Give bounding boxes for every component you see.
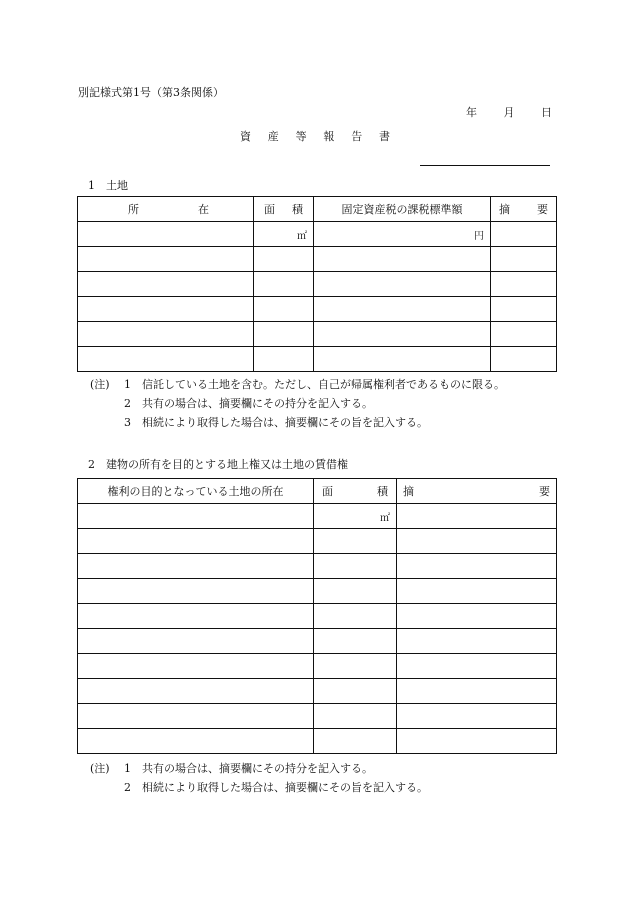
- table-row: [78, 247, 557, 272]
- table-row: [78, 504, 557, 529]
- cell-tax-base[interactable]: [314, 322, 491, 347]
- cell-location[interactable]: [78, 579, 314, 604]
- note-2: 2 共有の場合は、摘要欄にその持分を記入する。: [124, 397, 373, 410]
- cell-area[interactable]: [314, 704, 397, 729]
- cell-remarks[interactable]: [397, 654, 557, 679]
- cell-location[interactable]: [78, 222, 254, 247]
- cell-area[interactable]: [254, 347, 314, 372]
- table-row: [78, 729, 557, 754]
- cell-area[interactable]: [314, 604, 397, 629]
- cell-area[interactable]: [314, 679, 397, 704]
- cell-remarks[interactable]: [491, 297, 557, 322]
- section1-heading: 1 土地: [88, 179, 128, 192]
- note-1: (注) 1 信託している土地を含む。ただし、自己が帰属権利者であるものに限る。: [90, 378, 505, 391]
- table-row: [78, 554, 557, 579]
- cell-remarks[interactable]: [397, 554, 557, 579]
- cell-location[interactable]: [78, 322, 254, 347]
- table-header-row: [78, 479, 557, 504]
- cell-remarks[interactable]: [397, 729, 557, 754]
- table-row: [78, 704, 557, 729]
- table-header-row: [78, 197, 557, 222]
- header-area: 面 積: [254, 197, 314, 222]
- cell-area[interactable]: [314, 654, 397, 679]
- table-row: [78, 529, 557, 554]
- cell-area[interactable]: [314, 529, 397, 554]
- cell-tax-base[interactable]: [314, 272, 491, 297]
- cell-location[interactable]: [78, 247, 254, 272]
- cell-location[interactable]: [78, 604, 314, 629]
- cell-area[interactable]: [314, 729, 397, 754]
- title-char: 書: [378, 130, 390, 143]
- note-1: (注) 1 共有の場合は、摘要欄にその持分を記入する。: [90, 762, 373, 775]
- note-2: 2 相続により取得した場合は、摘要欄にその旨を記入する。: [124, 781, 428, 794]
- cell-remarks[interactable]: [397, 579, 557, 604]
- title-char: 資: [240, 130, 251, 143]
- cell-remarks[interactable]: [491, 272, 557, 297]
- cell-location[interactable]: [78, 297, 254, 322]
- cell-remarks[interactable]: [491, 347, 557, 372]
- cell-tax-base[interactable]: [314, 347, 491, 372]
- cell-remarks[interactable]: [397, 704, 557, 729]
- cell-remarks[interactable]: [491, 222, 557, 247]
- table-row: [78, 629, 557, 654]
- note-3: 3 相続により取得した場合は、摘要欄にその旨を記入する。: [124, 416, 428, 429]
- cell-location[interactable]: [78, 629, 314, 654]
- cell-area[interactable]: [254, 322, 314, 347]
- section2-heading: 2 建物の所有を目的とする地上権又は土地の賃借権: [88, 458, 348, 471]
- date-row: [466, 104, 552, 120]
- table-row: [78, 604, 557, 629]
- notes-label: (注): [90, 378, 110, 391]
- cell-remarks[interactable]: [397, 629, 557, 654]
- cell-tax-base[interactable]: [314, 247, 491, 272]
- cell-remarks[interactable]: [397, 529, 557, 554]
- cell-location[interactable]: [78, 729, 314, 754]
- cell-location[interactable]: [78, 554, 314, 579]
- day-label: 日: [541, 106, 552, 119]
- cell-location[interactable]: [78, 704, 314, 729]
- header-remarks: 摘 要: [397, 479, 557, 504]
- form-label: 別記様式第1号（第3条関係）: [78, 86, 224, 99]
- year-label: 年: [466, 106, 477, 119]
- title-char: 告: [351, 130, 363, 143]
- cell-location[interactable]: [78, 654, 314, 679]
- title-char: 等: [295, 130, 307, 143]
- table-row: [78, 579, 557, 604]
- table-row: [78, 222, 557, 247]
- cell-location[interactable]: [78, 504, 314, 529]
- month-label: 月: [503, 106, 515, 119]
- cell-area[interactable]: [254, 247, 314, 272]
- cell-location[interactable]: [78, 679, 314, 704]
- title-char: 産: [267, 130, 279, 143]
- cell-tax-base[interactable]: 円: [314, 222, 491, 247]
- land-table: [77, 196, 557, 372]
- cell-area[interactable]: ㎡: [254, 222, 314, 247]
- cell-area[interactable]: [314, 629, 397, 654]
- cell-remarks[interactable]: [491, 322, 557, 347]
- cell-area[interactable]: [254, 272, 314, 297]
- cell-remarks[interactable]: [397, 504, 557, 529]
- header-remarks: 摘 要: [491, 197, 557, 222]
- cell-location[interactable]: [78, 347, 254, 372]
- cell-remarks[interactable]: [491, 247, 557, 272]
- table-row: [78, 322, 557, 347]
- cell-area[interactable]: [314, 579, 397, 604]
- notes-label: (注): [90, 762, 110, 775]
- document-title: [240, 128, 390, 144]
- table-row: [78, 272, 557, 297]
- table-row: [78, 347, 557, 372]
- table-row: [78, 297, 557, 322]
- cell-area[interactable]: ㎡: [314, 504, 397, 529]
- cell-location[interactable]: [78, 529, 314, 554]
- header-location: 権利の目的となっている土地の所在: [78, 479, 314, 504]
- header-tax-base: 固定資産税の課税標準額: [314, 197, 491, 222]
- header-area: 面 積: [314, 479, 397, 504]
- title-char: 報: [323, 130, 335, 143]
- leasehold-table: [77, 478, 557, 754]
- cell-area[interactable]: [314, 554, 397, 579]
- cell-remarks[interactable]: [397, 679, 557, 704]
- header-location: 所 在: [78, 197, 254, 222]
- table-row: [78, 679, 557, 704]
- table-row: [78, 654, 557, 679]
- cell-area[interactable]: [254, 297, 314, 322]
- cell-location[interactable]: [78, 272, 254, 297]
- cell-tax-base[interactable]: [314, 297, 491, 322]
- cell-remarks[interactable]: [397, 604, 557, 629]
- name-signature-line[interactable]: [420, 165, 550, 166]
